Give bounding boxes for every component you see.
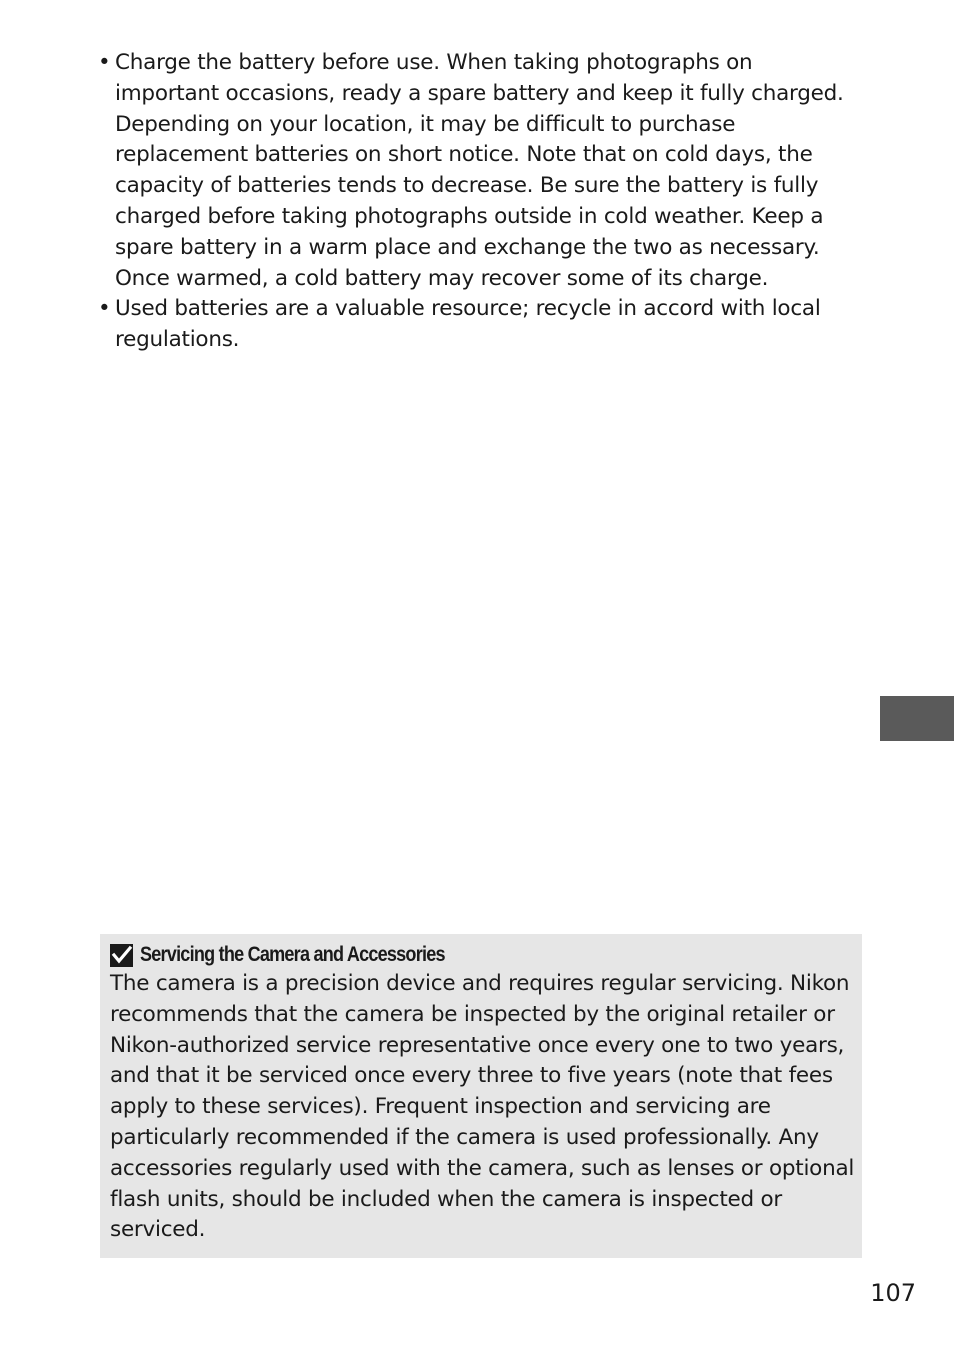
bullet-line: Depending on your location, it may be difficult to purchase [115,111,736,137]
checkmark-icon [110,944,133,967]
note-line: recommends that the camera be inspected by the original retailer or [110,1001,835,1027]
bullet-mark: • [98,50,111,75]
note-line: accessories regularly used with the camera, such as lenses or optional [110,1155,855,1181]
note-line: flash units, should be included when the camera is inspected or [110,1186,782,1212]
note-line: particularly recommended if the camera is used professionally. Any [110,1124,819,1150]
bullet-line: Used batteries are a valuable resource; recycle in accord with local [115,296,821,322]
bullet-line: important occasions, ready a spare battery and keep it fully charged. [115,80,844,106]
bullet-line: replacement batteries on short notice. Note that on cold days, the [115,142,813,168]
note-line: The camera is a precision device and requires regular servicing. Nikon [110,971,850,996]
bullet-line: spare battery in a warm place and exchange the two as necessary. [115,234,820,260]
note-body [110,969,855,1246]
note-line: and that it be serviced once every three to five years (note that fees [110,1063,833,1089]
servicing-note-box [100,934,862,1258]
note-line: apply to these services). Frequent inspection and servicing are [110,1094,771,1120]
bullet-line: capacity of batteries tends to decrease. Be sure the battery is fully [115,173,819,199]
note-line: serviced. [110,1217,206,1243]
bullet-line: regulations. [115,327,240,353]
note-header [110,941,852,969]
note-title: Servicing the Camera and Accessories [140,943,445,966]
bullet-mark: • [98,296,111,322]
note-line: Nikon-authorized service representative once every one to two years, [110,1032,845,1058]
bullet-line: Once warmed, a cold battery may recover some of its charge. [115,265,769,291]
page-number: 107 [870,1279,916,1307]
bullet-list [98,48,858,356]
chapter-tab [880,696,954,741]
bullet-item-charge-battery [98,48,858,294]
bullet-item-recycle-batteries [98,294,858,356]
bullet-line: Charge the battery before use. When taking photographs on [115,50,753,75]
bullet-line: charged before taking photographs outside in cold weather. Keep a [115,203,824,229]
